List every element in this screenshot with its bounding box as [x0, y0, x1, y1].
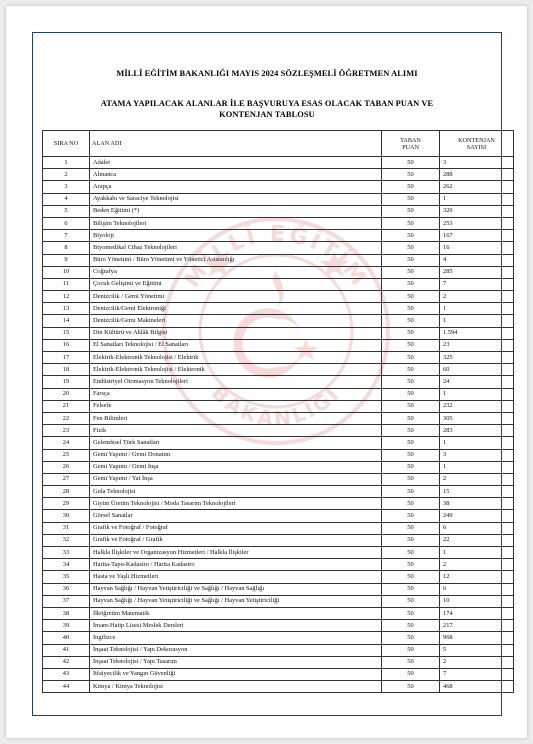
- table-row: [43, 254, 514, 266]
- header-kontenjan-line1: KONTENJAN: [458, 136, 495, 144]
- cell-sira-no: 4: [43, 193, 90, 205]
- cell-alan-adi: İlköğretim Matematik: [90, 607, 382, 619]
- cell-taban-puan: 50: [382, 266, 440, 278]
- table-row: [43, 278, 514, 290]
- cell-sira-no: 2: [43, 169, 90, 181]
- table-row: [43, 364, 514, 376]
- table-row: [43, 595, 514, 607]
- cell-alan-adi: Hayvan Sağlığı / Hayvan Yetiştiriciliği ve Sağlığı / Hayvan Sağlığı: [90, 583, 382, 595]
- cell-alan-adi: Geleneksel Türk Sanatları: [90, 437, 382, 449]
- cell-kontenjan: 10: [440, 595, 514, 607]
- table-row: [43, 620, 514, 632]
- cell-taban-puan: 50: [382, 656, 440, 668]
- document-title: MİLLÎ EĞİTİM BAKANLIĞI MAYIS 2024 SÖZLEŞMELİ ÖĞRETMEN ALIMI: [116, 69, 418, 78]
- cell-kontenjan: 23: [440, 339, 514, 351]
- cell-taban-puan: 50: [382, 498, 440, 510]
- cell-sira-no: 28: [43, 486, 90, 498]
- cell-alan-adi: Denizcilik/Gemi Makineleri: [90, 315, 382, 327]
- cell-alan-adi: Çocuk Gelişimi ve Eğitimi: [90, 278, 382, 290]
- cell-taban-puan: 50: [382, 217, 440, 229]
- cell-sira-no: 18: [43, 364, 90, 376]
- cell-sira-no: 33: [43, 547, 90, 559]
- cell-kontenjan: 22: [440, 534, 514, 546]
- table-row: [43, 449, 514, 461]
- table-row: [43, 437, 514, 449]
- cell-kontenjan: 7: [440, 668, 514, 680]
- cell-taban-puan: 50: [382, 510, 440, 522]
- cell-taban-puan: 50: [382, 412, 440, 424]
- table-row: [43, 181, 514, 193]
- quota-table: [42, 130, 514, 693]
- cell-sira-no: 10: [43, 266, 90, 278]
- header-taban-puan: [382, 131, 440, 157]
- cell-kontenjan: 167: [440, 230, 514, 242]
- cell-alan-adi: Biyomedikal Cihaz Teknolojileri: [90, 242, 382, 254]
- cell-sira-no: 39: [43, 620, 90, 632]
- cell-taban-puan: 50: [382, 303, 440, 315]
- cell-kontenjan: 288: [440, 169, 514, 181]
- cell-kontenjan: 15: [440, 486, 514, 498]
- cell-sira-no: 41: [43, 644, 90, 656]
- cell-kontenjan: 12: [440, 571, 514, 583]
- cell-sira-no: 40: [43, 632, 90, 644]
- document-subtitle: [32, 98, 502, 120]
- table-row: [43, 510, 514, 522]
- cell-kontenjan: 305: [440, 412, 514, 424]
- cell-kontenjan: 1: [440, 388, 514, 400]
- cell-sira-no: 22: [43, 412, 90, 424]
- cell-sira-no: 20: [43, 388, 90, 400]
- cell-sira-no: 13: [43, 303, 90, 315]
- cell-taban-puan: 50: [382, 547, 440, 559]
- table-row: [43, 217, 514, 229]
- cell-kontenjan: 4: [440, 254, 514, 266]
- cell-sira-no: 37: [43, 595, 90, 607]
- document-page: [6, 6, 527, 738]
- cell-kontenjan: 2: [440, 473, 514, 485]
- header-sira-no: SIRA NO: [43, 131, 90, 157]
- cell-taban-puan: 50: [382, 157, 440, 169]
- cell-sira-no: 17: [43, 352, 90, 364]
- cell-alan-adi: Bilişim Teknolojileri: [90, 217, 382, 229]
- cell-taban-puan: 50: [382, 327, 440, 339]
- cell-sira-no: 9: [43, 254, 90, 266]
- cell-taban-puan: 50: [382, 486, 440, 498]
- cell-taban-puan: 50: [382, 181, 440, 193]
- cell-kontenjan: 2: [440, 656, 514, 668]
- cell-kontenjan: 6: [440, 522, 514, 534]
- cell-alan-adi: Ayakkabı ve Saraciye Teknolojisi: [90, 193, 382, 205]
- cell-taban-puan: 50: [382, 315, 440, 327]
- cell-alan-adi: Hasta ve Yaşlı Hizmetleri: [90, 571, 382, 583]
- cell-sira-no: 11: [43, 278, 90, 290]
- cell-taban-puan: 50: [382, 583, 440, 595]
- cell-taban-puan: 50: [382, 364, 440, 376]
- table-row: [43, 583, 514, 595]
- cell-taban-puan: 50: [382, 473, 440, 485]
- cell-alan-adi: Gıda Teknolojisi: [90, 486, 382, 498]
- cell-alan-adi: Endüstriyel Otomasyon Teknolojileri: [90, 376, 382, 388]
- table-row: [43, 193, 514, 205]
- header-taban-puan-line2: PUAN: [402, 143, 419, 151]
- cell-sira-no: 6: [43, 217, 90, 229]
- cell-kontenjan: 24: [440, 376, 514, 388]
- cell-taban-puan: 50: [382, 254, 440, 266]
- cell-sira-no: 1: [43, 157, 90, 169]
- cell-kontenjan: 249: [440, 510, 514, 522]
- cell-sira-no: 3: [43, 181, 90, 193]
- table-row: [43, 498, 514, 510]
- cell-sira-no: 16: [43, 339, 90, 351]
- cell-sira-no: 32: [43, 534, 90, 546]
- table-row: [43, 668, 514, 680]
- cell-taban-puan: 50: [382, 339, 440, 351]
- cell-taban-puan: 50: [382, 400, 440, 412]
- table-row: [43, 303, 514, 315]
- cell-alan-adi: Adalet: [90, 157, 382, 169]
- table-row: [43, 473, 514, 485]
- cell-taban-puan: 50: [382, 632, 440, 644]
- cell-sira-no: 8: [43, 242, 90, 254]
- cell-kontenjan: 468: [440, 681, 514, 693]
- cell-taban-puan: 50: [382, 522, 440, 534]
- cell-alan-adi: Büro Yönetimi / Büro Yönetimi ve Yönetici Asistanlığı: [90, 254, 382, 266]
- cell-alan-adi: Fen Bilimleri: [90, 412, 382, 424]
- cell-sira-no: 5: [43, 205, 90, 217]
- table-row: [43, 291, 514, 303]
- cell-sira-no: 27: [43, 473, 90, 485]
- cell-alan-adi: Grafik ve Fotoğraf / Fotoğraf: [90, 522, 382, 534]
- cell-taban-puan: 50: [382, 169, 440, 181]
- cell-taban-puan: 50: [382, 449, 440, 461]
- table-row: [43, 644, 514, 656]
- cell-sira-no: 26: [43, 461, 90, 473]
- cell-kontenjan: 38: [440, 498, 514, 510]
- cell-alan-adi: Biyoloji: [90, 230, 382, 242]
- cell-sira-no: 25: [43, 449, 90, 461]
- cell-kontenjan: 283: [440, 425, 514, 437]
- table-row: [43, 461, 514, 473]
- cell-alan-adi: İngilizce: [90, 632, 382, 644]
- cell-alan-adi: Halkla İlişkiler ve Organizasyon Hizmetleri / Halkla İlişkiler: [90, 547, 382, 559]
- cell-taban-puan: 50: [382, 668, 440, 680]
- subtitle-line-2: KONTENJAN TABLOSU: [219, 110, 315, 119]
- cell-alan-adi: Elektrik-Elektronik Teknolojisi / Elektrik: [90, 352, 382, 364]
- cell-taban-puan: 50: [382, 230, 440, 242]
- table-row: [43, 376, 514, 388]
- cell-alan-adi: Gemi Yapımı / Gemi İnşa: [90, 461, 382, 473]
- cell-kontenjan: 1: [440, 315, 514, 327]
- cell-sira-no: 19: [43, 376, 90, 388]
- table-row: [43, 607, 514, 619]
- svg-text:BAKANLIĞI: BAKANLIĞI: [206, 380, 346, 431]
- table-row: [43, 157, 514, 169]
- cell-taban-puan: 50: [382, 571, 440, 583]
- cell-taban-puan: 50: [382, 352, 440, 364]
- cell-alan-adi: Almanca: [90, 169, 382, 181]
- cell-alan-adi: Elektrik-Elektronik Teknolojisi / Elektronik: [90, 364, 382, 376]
- table-row: [43, 522, 514, 534]
- cell-alan-adi: Farsça: [90, 388, 382, 400]
- cell-taban-puan: 50: [382, 461, 440, 473]
- cell-kontenjan: 968: [440, 632, 514, 644]
- table-row: [43, 242, 514, 254]
- header-kontenjan-sayisi: [440, 131, 514, 157]
- table-row: [43, 412, 514, 424]
- cell-sira-no: 31: [43, 522, 90, 534]
- cell-sira-no: 15: [43, 327, 90, 339]
- cell-taban-puan: 50: [382, 242, 440, 254]
- table-row: [43, 547, 514, 559]
- cell-alan-adi: Kimya / Kimya Teknolojisi: [90, 681, 382, 693]
- cell-alan-adi: İtfaiyecilik ve Yangın Güvenliği: [90, 668, 382, 680]
- cell-sira-no: 35: [43, 571, 90, 583]
- cell-kontenjan: 2: [440, 559, 514, 571]
- cell-alan-adi: El Sanatları Teknolojisi / El Sanatları: [90, 339, 382, 351]
- cell-kontenjan: 232: [440, 400, 514, 412]
- cell-alan-adi: Hayvan Sağlığı / Hayvan Yetiştiriciliği ve Sağlığı / Hayvan Yetiştiriciliği: [90, 595, 382, 607]
- table-row: [43, 571, 514, 583]
- cell-sira-no: 21: [43, 400, 90, 412]
- header-kontenjan-line2: SAYISI: [466, 143, 487, 151]
- cell-taban-puan: 50: [382, 291, 440, 303]
- cell-sira-no: 36: [43, 583, 90, 595]
- cell-taban-puan: 50: [382, 278, 440, 290]
- cell-sira-no: 23: [43, 425, 90, 437]
- cell-sira-no: 43: [43, 668, 90, 680]
- cell-sira-no: 34: [43, 559, 90, 571]
- cell-alan-adi: Giyim Üretim Teknolojisi / Moda Tasarım Teknolojileri: [90, 498, 382, 510]
- table-row: [43, 352, 514, 364]
- table-header-row: [43, 131, 514, 157]
- table-row: [43, 230, 514, 242]
- table-row: [43, 315, 514, 327]
- cell-kontenjan: 1: [440, 437, 514, 449]
- table-row: [43, 400, 514, 412]
- cell-taban-puan: 50: [382, 607, 440, 619]
- table-row: [43, 205, 514, 217]
- cell-alan-adi: Gemi Yapımı / Gemi Donatım: [90, 449, 382, 461]
- cell-kontenjan: 16: [440, 242, 514, 254]
- table-row: [43, 327, 514, 339]
- cell-kontenjan: 7: [440, 278, 514, 290]
- subtitle-line-1: ATAMA YAPILACAK ALANLAR İLE BAŞVURUYA ESAS OLACAK TABAN PUAN VE: [100, 99, 434, 108]
- cell-kontenjan: 262: [440, 181, 514, 193]
- cell-sira-no: 29: [43, 498, 90, 510]
- cell-taban-puan: 50: [382, 644, 440, 656]
- cell-kontenjan: 325: [440, 352, 514, 364]
- cell-alan-adi: Denizcilik/Gemi Elektroniği: [90, 303, 382, 315]
- cell-kontenjan: 60: [440, 364, 514, 376]
- cell-kontenjan: 3: [440, 449, 514, 461]
- cell-alan-adi: Gemi Yapımı / Yat İnşa: [90, 473, 382, 485]
- cell-kontenjan: 1: [440, 547, 514, 559]
- cell-alan-adi: Arapça: [90, 181, 382, 193]
- cell-kontenjan: 217: [440, 620, 514, 632]
- cell-taban-puan: 50: [382, 681, 440, 693]
- cell-taban-puan: 50: [382, 193, 440, 205]
- table-row: [43, 339, 514, 351]
- cell-alan-adi: Felsefe: [90, 400, 382, 412]
- cell-kontenjan: 3: [440, 157, 514, 169]
- cell-kontenjan: 1: [440, 461, 514, 473]
- cell-alan-adi: Din Kültürü ve Ahlâk Bilgisi: [90, 327, 382, 339]
- table-row: [43, 266, 514, 278]
- table-row: [43, 534, 514, 546]
- cell-taban-puan: 50: [382, 559, 440, 571]
- svg-text:MİLLÎ EĞİTİM: MİLLÎ EĞİTİM: [179, 221, 373, 293]
- cell-kontenjan: 1: [440, 193, 514, 205]
- table-row: [43, 681, 514, 693]
- cell-alan-adi: Görsel Sanatlar: [90, 510, 382, 522]
- table-row: [43, 559, 514, 571]
- cell-alan-adi: Fizik: [90, 425, 382, 437]
- cell-taban-puan: 50: [382, 534, 440, 546]
- cell-kontenjan: 5: [440, 644, 514, 656]
- cell-alan-adi: Coğrafya: [90, 266, 382, 278]
- cell-sira-no: 12: [43, 291, 90, 303]
- table-row: [43, 656, 514, 668]
- cell-sira-no: 7: [43, 230, 90, 242]
- table-row: [43, 486, 514, 498]
- table-row: [43, 169, 514, 181]
- cell-sira-no: 42: [43, 656, 90, 668]
- cell-alan-adi: İmam-Hatip Lisesi Meslek Dersleri: [90, 620, 382, 632]
- cell-taban-puan: 50: [382, 205, 440, 217]
- cell-taban-puan: 50: [382, 595, 440, 607]
- cell-sira-no: 30: [43, 510, 90, 522]
- cell-sira-no: 38: [43, 607, 90, 619]
- cell-taban-puan: 50: [382, 388, 440, 400]
- cell-kontenjan: 285: [440, 266, 514, 278]
- cell-taban-puan: 50: [382, 376, 440, 388]
- cell-alan-adi: Grafik ve Fotoğraf / Grafik: [90, 534, 382, 546]
- cell-kontenjan: 1: [440, 303, 514, 315]
- cell-kontenjan: 320: [440, 205, 514, 217]
- cell-alan-adi: Denizcilik / Gemi Yönetimi: [90, 291, 382, 303]
- cell-kontenjan: 6: [440, 583, 514, 595]
- table-row: [43, 425, 514, 437]
- cell-kontenjan: 1.594: [440, 327, 514, 339]
- cell-alan-adi: İnşaat Teknolojisi / Yapı Tasarım: [90, 656, 382, 668]
- header-alan-adi: ALAN ADI: [90, 131, 382, 157]
- cell-kontenjan: 2: [440, 291, 514, 303]
- cell-kontenjan: 174: [440, 607, 514, 619]
- cell-sira-no: 24: [43, 437, 90, 449]
- cell-sira-no: 44: [43, 681, 90, 693]
- table-row: [43, 632, 514, 644]
- cell-kontenjan: 253: [440, 217, 514, 229]
- cell-alan-adi: Harita-Tapu-Kadastro / Harita Kadastro: [90, 559, 382, 571]
- table-row: [43, 388, 514, 400]
- cell-taban-puan: 50: [382, 425, 440, 437]
- cell-sira-no: 14: [43, 315, 90, 327]
- header-taban-puan-line1: TABAN: [400, 136, 421, 144]
- cell-alan-adi: Beden Eğitimi (*): [90, 205, 382, 217]
- cell-taban-puan: 50: [382, 620, 440, 632]
- cell-taban-puan: 50: [382, 437, 440, 449]
- cell-alan-adi: İnşaat Teknolojisi / Yapı Dekorasyon: [90, 644, 382, 656]
